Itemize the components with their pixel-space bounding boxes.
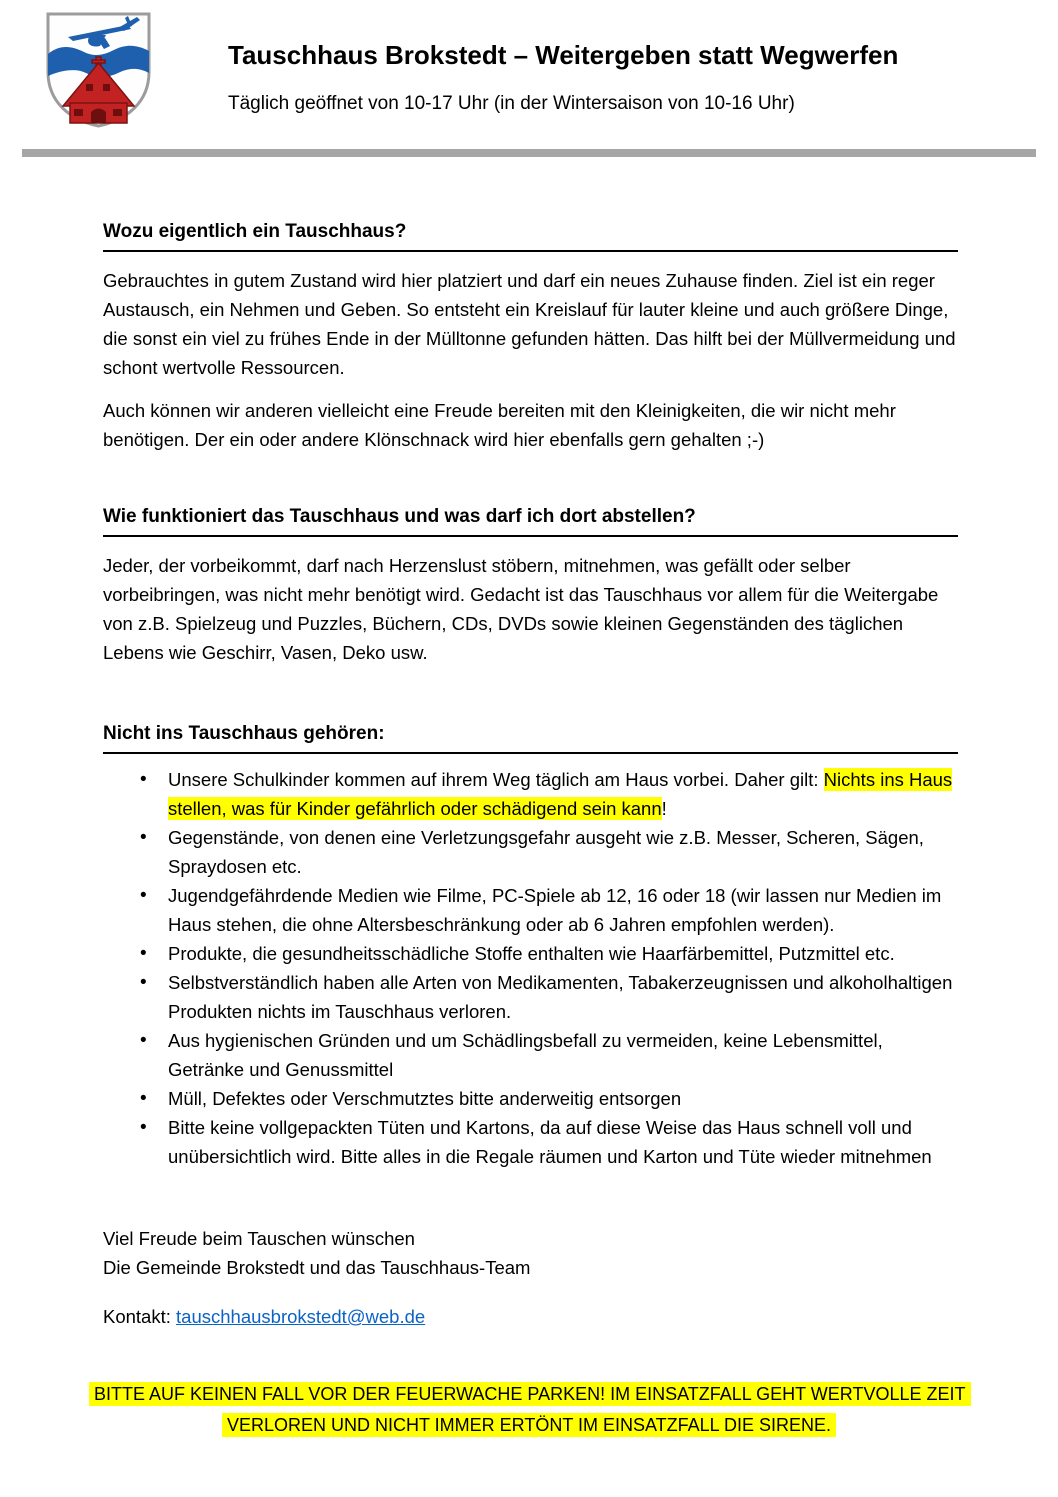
- paragraph-how-1: Jeder, der vorbeikommt, darf nach Herzenslust stöbern, mitnehmen, was gefällt oder selber vorbeibringen, was nicht mehr benötigt wird. Gedacht ist das Tauschhaus vor allem für die Weitergabe von z.B. Spielzeug und Puzzles, Büchern, CDs, DVDs sowie kleinen Gegenständen des täglichen Lebens wie Geschirr, Vasen, Deko usw.: [103, 555, 939, 663]
- parking-warning-banner: [89, 1379, 969, 1441]
- header-divider: [22, 149, 1036, 157]
- brokstedt-coat-of-arms-icon: [40, 10, 157, 130]
- not-allowed-item: • Selbstverständlich haben alle Arten von Medikamenten, Tabakerzeugnissen und alkoholhaltigen Produkten nichts im Tauschhaus verloren.: [168, 968, 958, 1026]
- section-why-tauschhaus: [103, 220, 958, 454]
- not-allowed-item: • Gegenstände, von denen eine Verletzungsgefahr ausgeht wie z.B. Messer, Scheren, Sägen, Spraydosen etc.: [168, 823, 958, 881]
- paragraph-why-1: Gebrauchtes in gutem Zustand wird hier platziert und darf ein neues Zuhause finden. Ziel ist ein reger Austausch, ein Nehmen und Geben. So entsteht ein Kreislauf für lauter kleine und auch größere Dinge, die sonst ein viel zu frühes Ende in der Mülltonne gefunden hätten. Das hilft bei der Müllvermeidung und schont wertvolle Ressourcen.: [103, 270, 956, 378]
- not-allowed-list: [103, 765, 958, 1171]
- section-how-it-works: [103, 505, 958, 667]
- closing-line-2: Die Gemeinde Brokstedt und das Tauschhaus-Team: [103, 1257, 531, 1278]
- highlighted-text: Nichts ins Haus stellen, was für Kinder gefährlich oder schädigend sein kann: [168, 769, 953, 819]
- paragraph-why-2: Auch können wir anderen vielleicht eine Freude bereiten mit den Kleinigkeiten, die wir nicht mehr benötigen. Der ein oder andere Klönschnack wird hier ebenfalls gern gehalten ;-): [103, 400, 896, 450]
- section-heading-not-allowed: Nicht ins Tauschhaus gehören:: [103, 722, 958, 754]
- parking-warning-text: BITTE AUF KEINEN FALL VOR DER FEUERWACHE PARKEN! IM EINSATZFALL GEHT WERTVOLLE ZEIT VERLOREN UND NICHT IMMER ERTÖNT IM EINSATZFALL DIE SIRENE.: [89, 1382, 971, 1437]
- not-allowed-item: [168, 765, 958, 823]
- section-heading-why: Wozu eigentlich ein Tauschhaus?: [103, 220, 958, 252]
- header-text: [228, 10, 998, 116]
- page-title: Tauschhaus Brokstedt – Weitergeben statt Wegwerfen: [228, 40, 899, 70]
- contact-row: [103, 1302, 958, 1331]
- bullet-text: !: [661, 798, 667, 819]
- document-body: [0, 220, 1058, 1331]
- contact-email-link[interactable]: tauschhausbrokstedt@web.de: [176, 1306, 426, 1327]
- section-heading-how: Wie funktioniert das Tauschhaus und was darf ich dort abstellen?: [103, 505, 958, 537]
- not-allowed-item: • Jugendgefährdende Medien wie Filme, PC-Spiele ab 12, 16 oder 18 (wir lassen nur Medien im Haus stehen, die ohne Altersbeschränkung oder ab 6 Jahren empfohlen werden).: [168, 881, 958, 939]
- document-header: [0, 0, 1058, 149]
- bullet-text: Unsere Schulkinder kommen auf ihrem Weg täglich am Haus vorbei. Daher gilt:: [168, 769, 824, 790]
- not-allowed-item: • Bitte keine vollgepackten Tüten und Kartons, da auf diese Weise das Haus schnell voll und unübersichtlich wird. Bitte alles in die Regale räumen und Karton und Tüte wieder mitnehmen: [168, 1113, 958, 1171]
- not-allowed-item: • Aus hygienischen Gründen und um Schädlingsbefall zu vermeiden, keine Lebensmittel, Getränke und Genussmittel: [168, 1026, 958, 1084]
- not-allowed-item: • Produkte, die gesundheitsschädliche Stoffe enthalten wie Haarfärbemittel, Putzmittel etc.: [168, 939, 958, 968]
- not-allowed-item: • Müll, Defektes oder Verschmutztes bitte anderweitig entsorgen: [168, 1084, 958, 1113]
- coat-of-arms-svg: [40, 10, 157, 130]
- opening-hours: Täglich geöffnet von 10-17 Uhr (in der Wintersaison von 10-16 Uhr): [228, 93, 795, 114]
- contact-label: Kontakt:: [103, 1306, 171, 1327]
- closing-line-1: Viel Freude beim Tauschen wünschen: [103, 1228, 415, 1249]
- closing-greeting: [103, 1224, 958, 1282]
- section-not-allowed: [103, 722, 958, 1171]
